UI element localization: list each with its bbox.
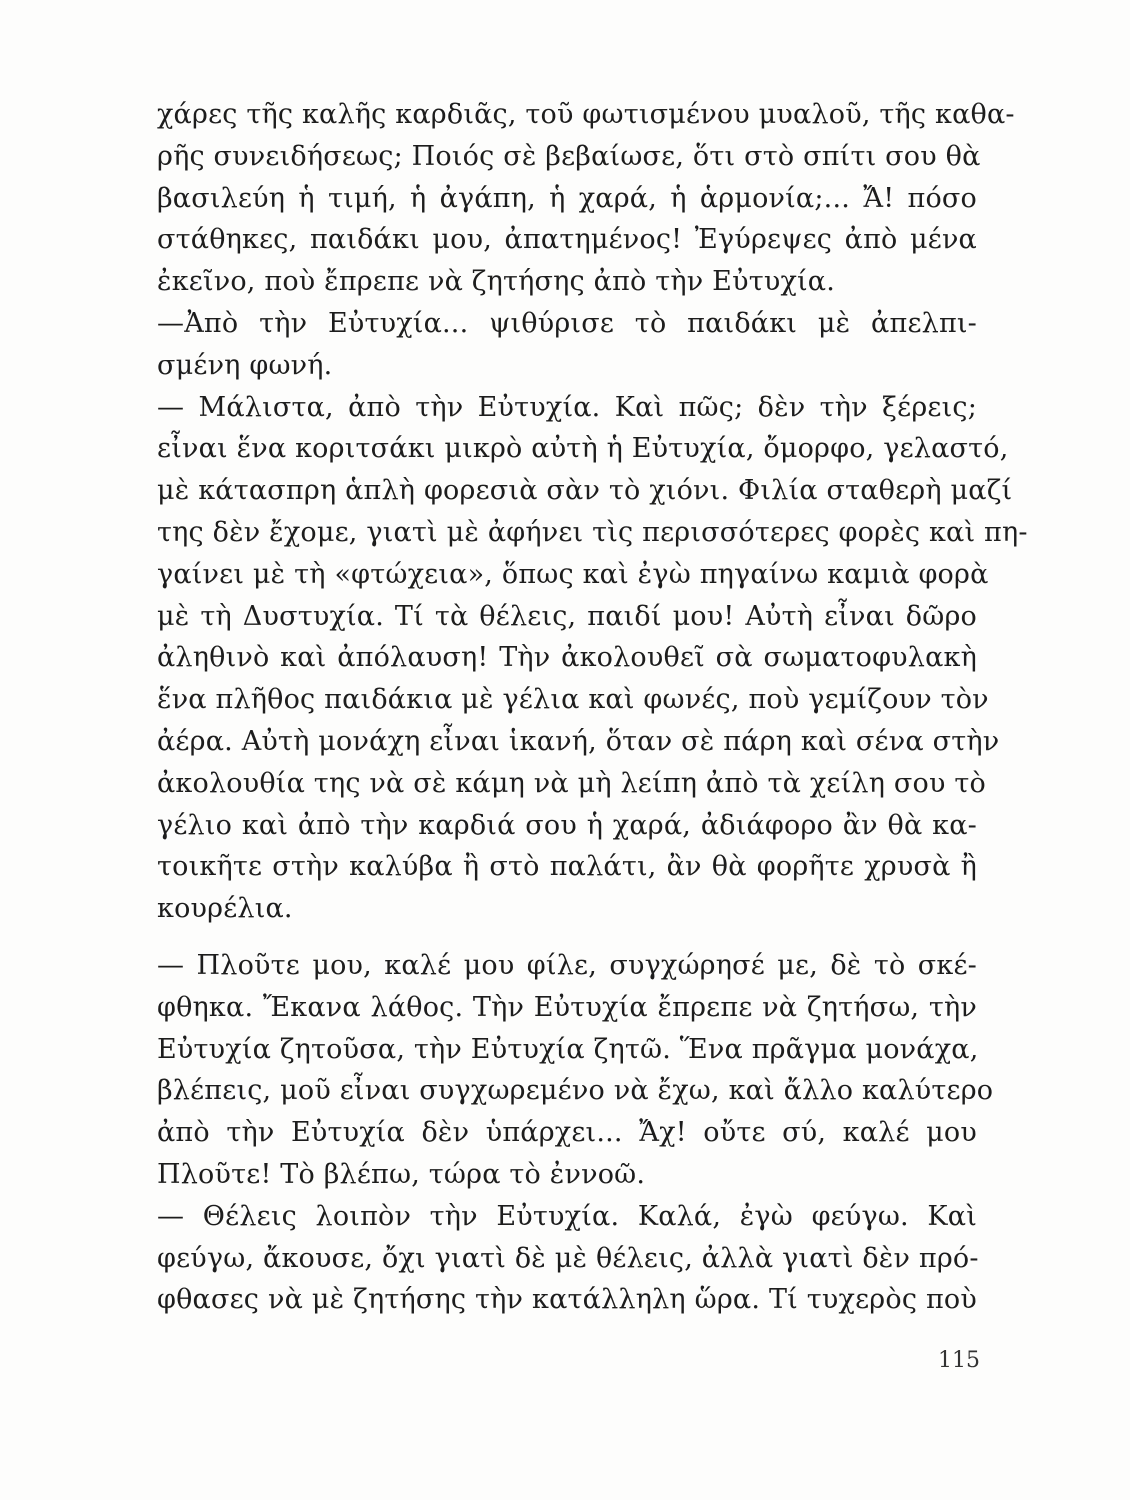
text-line: —Ἀπὸ τὴν Εὐτυχία... ψιθύρισε τὸ παιδάκι μὲ ἀπελπι- [157, 307, 977, 339]
text-line: ἀκολουθία της νὰ σὲ κάμη νὰ μὴ λείπη ἀπὸ τὰ χείλη σου τὸ [157, 767, 986, 799]
text-block-1 [157, 94, 1028, 930]
text-line: ρῆς συνειδήσεως; Ποιός σὲ βεβαίωσε, ὅτι στὸ σπίτι σου θὰ [157, 140, 981, 172]
text-line: — Μάλιστα, ἀπὸ τὴν Εὐτυχία. Καὶ πῶς; δὲν τὴν ξέρεις; [157, 391, 977, 423]
text-line: ἀπὸ τὴν Εὐτυχία δὲν ὑπάρχει... Ἄχ! οὔτε σύ, καλέ μου [157, 1117, 977, 1149]
text-line: χάρες τῆς καλῆς καρδιᾶς, τοῦ φωτισμένου μυαλοῦ, τῆς καθα- [157, 99, 1015, 130]
text-line: φθηκα. Ἔκανα λάθος. Τὴν Εὐτυχία ἔπρεπε νὰ ζητήσω, τὴν [157, 991, 977, 1023]
text-line: της δὲν ἔχομε, γιατὶ μὲ ἀφήνει τὶς περισσότερες φορὲς καὶ πη- [157, 516, 1028, 548]
page-number: 115 [938, 1348, 980, 1373]
text-line: — Πλοῦτε μου, καλέ μου φίλε, συγχώρησέ με, δὲ τὸ σκέ- [157, 950, 977, 981]
text-line: — Θέλεις λοιπὸν τὴν Εὐτυχία. Καλά, ἐγὼ φεύγω. Καὶ [157, 1200, 977, 1232]
text-line: φθασες νὰ μὲ ζητήσης τὴν κατάλληλη ὥρα. Τί τυχερὸς ποὺ [157, 1284, 977, 1316]
text-line: γέλιο καὶ ἀπὸ τὴν καρδιά σου ἡ χαρά, ἀδιάφορο ἂν θὰ κα- [157, 809, 977, 841]
text-line: βασιλεύη ἡ τιμή, ἡ ἀγάπη, ἡ χαρά, ἡ ἁρμονία;... Ἄ! πόσο [157, 182, 977, 214]
text-line: Πλοῦτε! Τὸ βλέπω, τώρα τὸ ἐννοῶ. [157, 1158, 646, 1190]
text-line: μὲ κάτασπρη ἁπλὴ φορεσιὰ σὰν τὸ χιόνι. Φιλία σταθερὴ μαζί [157, 475, 1013, 507]
text-line: γαίνει μὲ τὴ «φτώχεια», ὅπως καὶ ἐγὼ πηγαίνω καμιὰ φορὰ [157, 558, 989, 590]
text-line: Εὐτυχία ζητοῦσα, τὴν Εὐτυχία ζητῶ. Ἕνα πρᾶγμα μονάχα, [157, 1033, 979, 1065]
text-line: μὲ τὴ Δυστυχία. Τί τὰ θέλεις, παιδί μου! Αὐτὴ εἶναι δῶρο [157, 600, 977, 632]
text-line: κουρέλια. [157, 893, 293, 925]
text-line: φεύγω, ἄκουσε, ὄχι γιατὶ δὲ μὲ θέλεις, ἀλλὰ γιατὶ δὲν πρό- [157, 1242, 979, 1274]
text-line: ἀληθινὸ καὶ ἀπόλαυση! Τὴν ἀκολουθεῖ σὰ σωματοφυλακὴ [157, 642, 977, 674]
text-line: στάθηκες, παιδάκι μου, ἀπατημένος! Ἐγύρεψες ἀπὸ μένα [157, 224, 977, 256]
text-line: ἀέρα. Αὐτὴ μονάχη εἶναι ἱκανή, ὅταν σὲ πάρη καὶ σένα στὴν [157, 725, 1000, 757]
text-line: ἐκεῖνο, ποὺ ἔπρεπε νὰ ζητήσης ἀπὸ τὴν Εὐτυχία. [157, 266, 836, 298]
text-line: βλέπεις, μοῦ εἶναι συγχωρεμένο νὰ ἔχω, καὶ ἄλλο καλύτερο [157, 1075, 994, 1107]
text-block-2 [157, 945, 994, 1321]
text-line: ἕνα πλῆθος παιδάκια μὲ γέλια καὶ φωνές, ποὺ γεμίζουν τὸν [157, 684, 989, 716]
text-line: εἶναι ἕνα κοριτσάκι μικρὸ αὐτὴ ἡ Εὐτυχία, ὄμορφο, γελαστό, [157, 433, 1009, 465]
text-line: τοικῆτε στὴν καλύβα ἢ στὸ παλάτι, ἂν θὰ φορῆτε χρυσὰ ἢ [157, 851, 977, 883]
text-line: σμένη φωνή. [157, 349, 333, 381]
